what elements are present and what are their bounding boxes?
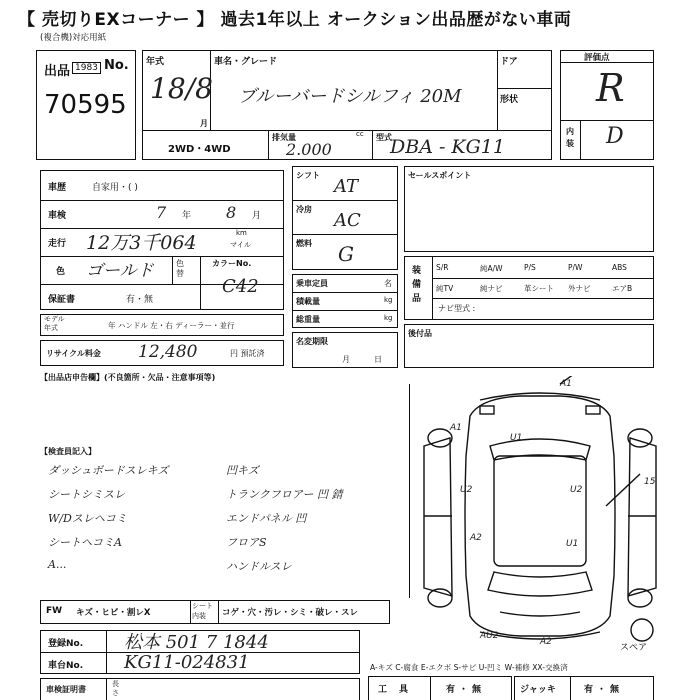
damage-mark-1: U1 [510, 433, 523, 443]
shareki-label: 車歴 [48, 183, 67, 193]
meigi-label: 名変期限 [296, 337, 328, 346]
mile-label: マイル [230, 241, 251, 249]
sekisairyou-unit: kg [384, 296, 393, 304]
meigi-unit: 月日 [342, 355, 406, 364]
joshateiin-unit: 名 [384, 279, 392, 288]
soukou-label: 走行 [48, 239, 67, 249]
equip-item-row1-4: ABS [612, 263, 627, 272]
equip-item-row1-2: P/S [524, 263, 536, 272]
inspector-note-right-4: ハンドルスレ [226, 560, 292, 573]
shaken-year-unit: 年 [182, 211, 192, 221]
hoshousho-value: 有・無 [126, 295, 154, 305]
inspector-note-left-0: ダッシュボードスレキズ [48, 464, 169, 477]
equip-item-row2-1: 純ナビ [480, 284, 503, 293]
shoumei-small: 長さ [112, 680, 119, 697]
equip-item-row2-3: 外ナビ [568, 284, 591, 293]
recycle-value: 12,480 [138, 342, 198, 362]
recycle-unit: 円 預託済 [230, 349, 265, 358]
equip-item-row2-0: 純TV [436, 284, 454, 293]
shaken-month-unit: 月 [252, 211, 262, 221]
inspector-note-left-3: シートヘコミA [48, 536, 122, 549]
door-label: ドア [500, 57, 518, 67]
hyoka-value: R [596, 66, 625, 110]
equip-label: 装備品 [412, 266, 422, 304]
atozuke-label: 後付品 [408, 329, 432, 338]
shaken-label: 車検 [48, 211, 67, 221]
damage-mark-2: U2 [460, 485, 473, 495]
damage-mark-0: A1 [560, 379, 572, 389]
jack-label: ジャッキ [520, 685, 556, 695]
equip-item-row2-4: エアB [612, 284, 633, 293]
iro-label: 色 [56, 267, 66, 277]
shadai-label: 車台No. [48, 661, 84, 671]
inspector-note-right-0: 凹キズ [226, 464, 259, 477]
shift-label: シフト [296, 171, 320, 180]
kougu-label: 工具 [378, 685, 421, 695]
equip-item-row2-2: 革シート [524, 284, 554, 293]
lot-no-label: No. [104, 58, 129, 73]
damage-mark-5: A1 [450, 423, 462, 433]
inspector-note-right-2: エンドパネル 凹 [226, 512, 307, 525]
nenryou-label: 燃料 [296, 239, 312, 248]
iro-change-label: 色替 [176, 259, 184, 278]
hyoka-label: 評価点 [584, 53, 610, 63]
car-damage-diagram [410, 376, 680, 656]
drive-label: 2WD・4WD [168, 144, 231, 155]
nenshiki-value: 18/8 [150, 72, 213, 105]
km-label: km [236, 229, 247, 237]
nenshiki-label: 年式 [146, 57, 165, 67]
spare-label: スペア [620, 643, 648, 653]
damage-mark-7: AU2 [480, 631, 499, 641]
legend-items: キズ・ヒビ・割レX [76, 608, 151, 618]
shadai-value: KG11-024831 [124, 652, 250, 673]
remarks-header: 【出品店申告欄】(不良箇所・欠品・注意事項等) [40, 373, 216, 382]
lot-number: 70595 [44, 90, 127, 120]
form-subtitle: (複合機)対応用紙 [40, 33, 107, 43]
shareki-value: 自家用・( ) [92, 183, 138, 193]
inspector-header: 【検査員記入】 [40, 447, 96, 456]
shamei-value: ブルーバードシルフィ 20M [238, 86, 462, 107]
legend-sheet-items: コゲ・穴・汚レ・シミ・破レ・スレ [222, 608, 359, 618]
lot-bracket-no: 1983 [72, 62, 101, 74]
haikiryou-label: 排気量 [272, 133, 296, 142]
damage-mark-9: 15 [644, 477, 656, 487]
lot-label: 出品 [44, 64, 71, 79]
soujuuryou-label: 総重量 [296, 315, 320, 324]
cc-label: cc [356, 130, 364, 138]
legend-sheet: シート内装 [192, 602, 213, 620]
inspector-note-left-4: A... [48, 558, 67, 571]
recycle-label: リサイクル料金 [46, 349, 101, 358]
kougu-value: 有・無 [446, 685, 486, 695]
shoumei-box [40, 678, 360, 700]
touroku-value: 松本 501 7 1844 [124, 632, 269, 653]
hoshousho-label: 保証書 [48, 295, 76, 305]
katashiki-value: DBA - KG11 [390, 136, 505, 158]
katashiki-label: 型式 [376, 133, 392, 142]
shaken-year: 7 [156, 203, 167, 222]
sekisairyou-label: 積載量 [296, 297, 320, 306]
nenryou-value: G [338, 242, 354, 266]
model-row-text: 年 ハンドル 左・右 ディーラー・並行 [108, 321, 235, 330]
page-title: 【 売切りEXコーナー 】 過去1年以上 オークション出品歴がない車両 [18, 10, 572, 30]
equip-item-row1-3: P/W [568, 263, 583, 272]
keijo-label: 形状 [500, 95, 519, 105]
touroku-label: 登録No. [48, 639, 84, 649]
damage-mark-3: U2 [570, 485, 583, 495]
haikiryou-value: 2.000 [286, 140, 332, 159]
inspector-note-right-3: フロアS [226, 536, 267, 549]
color-no-value: C42 [222, 276, 259, 297]
naisou-value: D [606, 124, 624, 149]
equip-item-row1-1: 純A/W [480, 264, 503, 273]
shaken-month: 8 [226, 203, 237, 222]
soukou-value: 12万3千064 [86, 232, 197, 254]
inspector-note-left-1: シートシミスレ [48, 488, 125, 501]
model-label: モデル年式 [44, 315, 65, 332]
damage-codes: A-キズ C-腐食 E-エクボ S-サビ U-凹ミ W-補修 XX-交換済 [370, 663, 568, 672]
color-no-label: カラーNo. [212, 259, 252, 268]
joshateiin-label: 乗車定員 [296, 279, 328, 288]
damage-mark-6: U1 [566, 539, 579, 549]
atozuke-box [404, 324, 654, 368]
shamei-label: 車名・グレード [214, 57, 278, 67]
legend-fw: FW [46, 606, 63, 616]
equip-item-row1-0: S/R [436, 263, 449, 272]
navi-label: ナビ型式 : [438, 304, 476, 313]
month-unit: 月 [200, 119, 208, 128]
soujuuryou-unit: kg [384, 314, 393, 322]
reibou-value: AC [334, 210, 361, 231]
naisou-label: 内装 [566, 127, 574, 148]
reibou-label: 冷房 [296, 205, 312, 214]
damage-mark-4: A2 [470, 533, 482, 543]
inspector-note-right-1: トランクフロアー 凹 錆 [226, 488, 343, 501]
sales-label: セールスポイント [408, 171, 472, 180]
jack-value: 有・無 [584, 685, 624, 695]
iro-value: ゴールド [86, 261, 154, 281]
shoumei-label: 車検証明書 [46, 685, 86, 694]
damage-mark-8: A2 [540, 637, 552, 647]
shift-value: AT [334, 176, 359, 197]
inspector-note-left-2: W/Dスレヘコミ [48, 512, 127, 525]
